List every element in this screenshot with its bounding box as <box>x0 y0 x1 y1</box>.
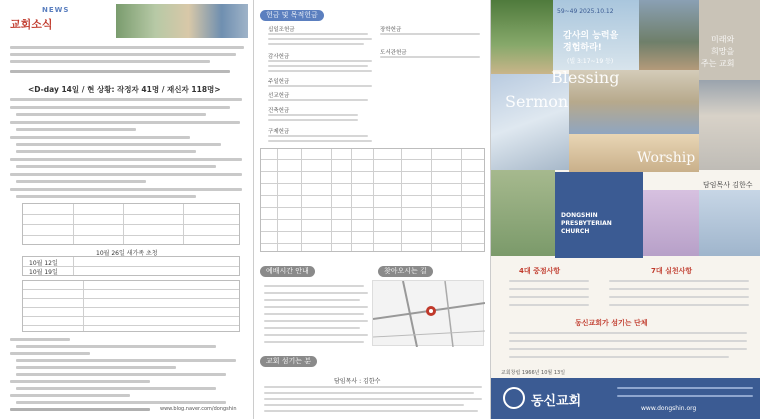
side-phrase-2: 희망을 <box>711 47 735 56</box>
cover-photo-people <box>639 0 699 70</box>
dday-banner: <D-day 14일 / 현 상황: 작정자 41명 / 재신자 118명> <box>28 85 221 94</box>
header-photo <box>116 4 248 38</box>
cover-photo-trees <box>491 0 553 74</box>
senior-pastor-label: 담임목사 : 김한수 <box>334 378 381 385</box>
side-phrase-3: 주는 교회 <box>701 59 735 68</box>
section-worship-times: 예배시간 안내 <box>260 266 315 277</box>
offering-relief: 구제헌금 <box>268 129 290 135</box>
offering-panel <box>254 0 491 419</box>
cover-photo-youth <box>643 190 699 256</box>
senior-pastor: 담임목사 김한수 <box>703 181 753 189</box>
announcement-panel <box>0 0 254 419</box>
section-offering-tag: 헌금 및 목적헌금 <box>260 10 324 21</box>
offering-thanks: 감사헌금 <box>268 54 290 60</box>
page-title: 교회소식 <box>10 18 53 31</box>
church-logo-icon <box>503 387 525 409</box>
map-drawing <box>373 281 485 347</box>
offering-building: 건축헌금 <box>268 108 290 114</box>
side-phrase-1: 미래와 <box>711 35 735 44</box>
location-map[interactable] <box>372 280 484 346</box>
schedule-title: 10월 26일 새가족 초청 <box>96 250 158 257</box>
word-blessing: Blessing <box>551 68 620 87</box>
founding-date: 교회창립 1966년 10월 13일 <box>501 370 566 376</box>
word-sermon: Sermon <box>505 92 569 111</box>
word-worship: Worship <box>637 150 696 166</box>
cover-panel <box>491 0 760 419</box>
cover-photo-crowd <box>491 170 555 256</box>
church-name: 동신교회 <box>531 394 582 409</box>
offering-scholarship: 장학헌금 <box>380 27 402 33</box>
section-directions: 찾아오시는 길 <box>378 266 433 277</box>
blog-link[interactable]: www.blog.naver.com/dongshin <box>160 406 237 412</box>
schedule-date-2: 10월 19일 <box>29 269 58 276</box>
section-servants: 교회 섬기는 분 <box>260 356 317 367</box>
cover-photo-choir <box>491 74 569 170</box>
footer-bar <box>491 378 760 419</box>
sermon-headline-2: 경험하라! <box>563 43 602 53</box>
attendance-table <box>260 148 485 252</box>
practice-box-title: 7대 실천사항 <box>651 267 693 275</box>
offering-tithe: 십일조헌금 <box>268 27 295 33</box>
service-date: 59~49 2025.10.12 <box>557 8 614 15</box>
offering-library: 도서관헌금 <box>380 50 407 56</box>
schedule-table-3 <box>22 280 240 332</box>
sermon-headline-1: 감사의 능력을 <box>563 31 619 41</box>
church-name-en: DONGSHIN PRESBYTERIAN CHURCH <box>561 212 612 235</box>
partner-title: 동신교회가 섬기는 단체 <box>575 319 648 327</box>
offering-sunday: 주일헌금 <box>268 79 290 85</box>
cover-photo-pastor <box>699 80 760 170</box>
schedule-date-1: 10월 12일 <box>29 260 58 267</box>
offering-mission: 선교헌금 <box>268 93 290 99</box>
news-brand: NEWS <box>42 6 70 14</box>
cover-photo-bottom <box>699 190 760 256</box>
schedule-table-1 <box>22 203 240 245</box>
schedule-table-2 <box>22 256 240 276</box>
focus-box-title: 4대 중점사항 <box>519 267 561 275</box>
church-logo-banner <box>555 172 643 258</box>
church-website[interactable]: www.dongshin.org <box>641 405 697 412</box>
sermon-ref: (빌 3:17~19 등) <box>567 58 614 65</box>
